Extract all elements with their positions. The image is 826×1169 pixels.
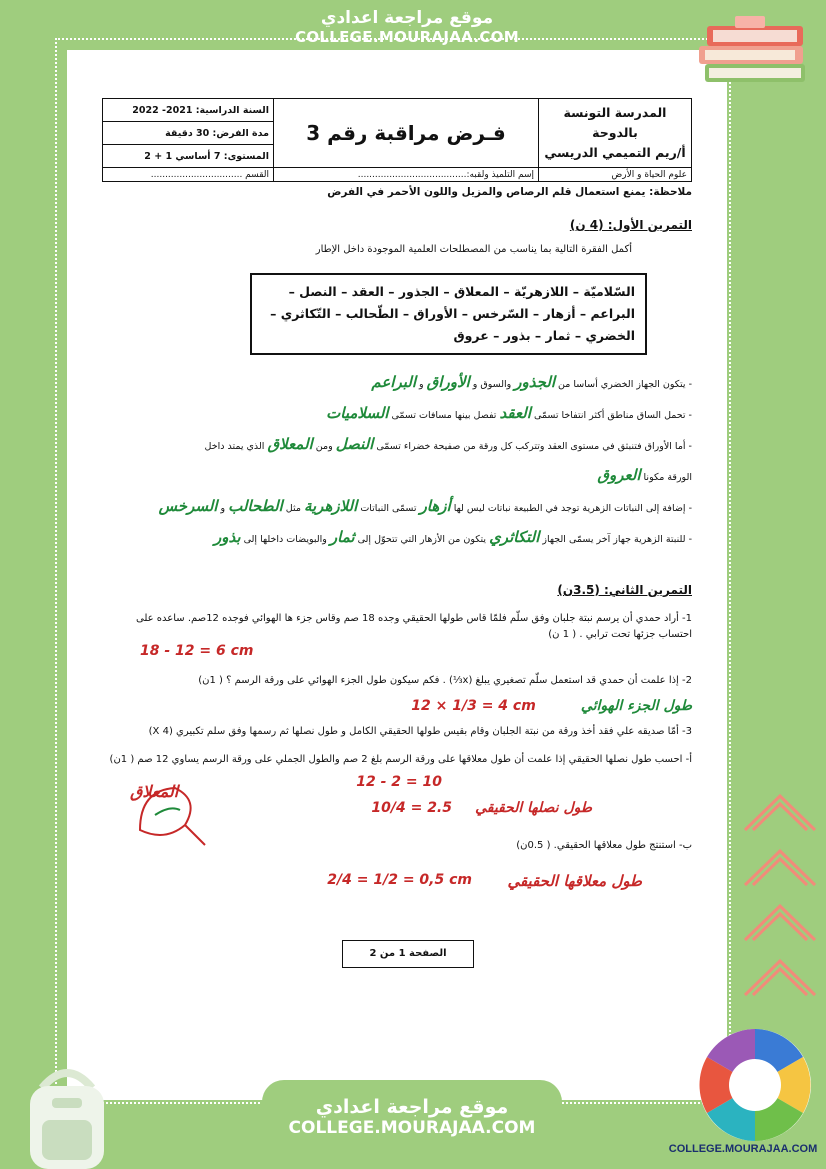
logo-label: COLLEGE.MOURAJAA.COM [668, 1143, 818, 1155]
ex1-line-4: الورقة مكونا العروق [597, 466, 692, 484]
bottom-site-banner [262, 1080, 562, 1169]
leaf-drawing-icon [130, 780, 210, 850]
ex2-answer-b-text: طول معلاقها الحقيقي [507, 872, 642, 890]
exam-note: ملاحظة: يمنع استعمال قلم الرصاص والمزيل واللون الأحمر في الفرض [327, 186, 692, 198]
top-banner-url[interactable]: COLLEGE.MOURAJAA.COM [295, 28, 519, 46]
answer-fern: السرخس [158, 497, 218, 515]
school-name: المدرسة التونسة بالدوحة [563, 105, 667, 140]
ex1-line-2: - تحمل الساق مناطق أكثر انتفاخا تسمّى العقد تفصل بينها مسافات تسمّى السلاميات [326, 404, 692, 422]
exercise1-title: التمرين الأول: (4 ن) [569, 218, 692, 232]
ex2-question-a: أ- احسب طول نصلها الحقيقي إذا علمت أن طول معلاقها على ورقة الرسم بلغ 2 صم والطول الجملي على ورقة الرسم يساوي 12 صم ( 1ن) [109, 754, 692, 765]
answer-algae: الطحالب [228, 497, 283, 515]
ex2-answer-b-calc: 2/4 = 1/2 = 0,5 cm [327, 872, 472, 888]
ex2-question-3: 3- أمّا صديقه علي فقد أخذ ورقة من نبتة الجلبان وقام بقيس طولها الحقيقي الكامل و طول نصلها ثم رسمها وفق سلم تكبيري (4 X) [148, 726, 692, 737]
ex1-line-5: - إضافة إلى النباتات الزهرية توجد في الطبيعة نباتات ليس لها أزهار تسمّى النباتات اللازهرية مثل الطحالب و السرخس [158, 497, 692, 515]
answer-blade: النصل [335, 435, 374, 453]
answer-flowers: أزهار [419, 497, 451, 515]
subject-name: علوم الحياة و الأرض [539, 168, 692, 182]
bottom-banner-arabic: موقع مراجعة اعدادي [315, 1096, 509, 1118]
answer-buds: البراعم [371, 373, 417, 391]
ex1-line-6: - للنبتة الزهرية جهاز آخر يسمّى الجهاز التكاثري يتكون من الأزهار التي تتحوّل إلى ثمار والبويضات داخلها إلى بذور [214, 528, 692, 546]
school-year: السنة الدراسية: 2021- 2022 [103, 99, 274, 122]
answer-reproductive: التكاثري [489, 528, 540, 546]
ex2-margin-note: المعلاق [130, 782, 179, 801]
answer-nonflowering: اللازهرية [303, 497, 358, 515]
ex1-line-3: - أما الأوراق فتنبثق في مستوى العقد وتتركب كل ورقة من صفيحة خضراء تسمّى النصل ومن المعلاق الذي يمتد داخل [204, 435, 692, 453]
chevron-decoration-icon [735, 790, 825, 1020]
ex2-answer-1: 18 - 12 = 6 cm [140, 643, 254, 659]
exercise1-instruction: أكمل الفقرة التالية بما يناسب من المصطلحات العلمية الموجودة داخل الإطار [315, 244, 632, 255]
answer-leaves: الأوراق [426, 373, 470, 391]
ex2-answer-a-calc2: 10/4 = 2.5 [371, 800, 452, 816]
backpack-icon [12, 1058, 122, 1169]
word-box: السّلاميّة – اللازهريّة – المعلاق – الجذور – العقد – النصل – البراعم – أزهار – السّرخس – الأوراق – الطّحالب – التّكاثري – الخضري – ثمار – بذور – عروق [250, 273, 647, 355]
answer-internodes: السلاميات [326, 404, 389, 422]
ex2-question-1: 1- أراد حمدي أن يرسم نبتة جلبان وفق سلّم فلمّا قاس طولها الحقيقي وجده 18 صم وقاس جزء ها الهوائي فوجده 12صم. ساعده على احتساب جزئها تحت ترابي . ( 1 ن) [136, 613, 692, 640]
answer-fruits: ثمار [329, 528, 355, 546]
answer-petiole: المعلاق [267, 435, 313, 453]
ex2-question-b: ب- استنتج طول معلاقها الحقيقي. ( 0.5ن) [516, 840, 692, 851]
page-number-box: الصفحة 1 من 2 [342, 940, 474, 968]
exercise2-title: التمرين الثاني: (3.5ن) [557, 583, 692, 597]
ex2-answer-a-calc1: 12 - 2 = 10 [356, 774, 442, 790]
answer-roots: الجذور [514, 373, 556, 391]
site-logo-icon [695, 1025, 815, 1145]
ex2-question-2: 2- إذا علمت أن حمدي قد استعمل سلّم تصغيري يبلغ (x⅓) . فكم سيكون طول الجزء الهوائي على ورقة الرسم ؟ ( 1ن) [198, 675, 692, 686]
answer-seeds: بذور [214, 528, 241, 546]
answer-veins: العروق [597, 466, 641, 484]
school-cell [539, 99, 692, 168]
bottom-banner-url[interactable]: COLLEGE.MOURAJAA.COM [288, 1118, 536, 1138]
ex2-answer-2 [100, 695, 692, 714]
ex1-line-1: - يتكون الجهاز الخضري أساسا من الجذور والسوق و الأوراق و البراعم [371, 373, 692, 391]
class-field: القسم ................................ [103, 168, 274, 182]
class-level: المستوى: 7 أساسي 1 + 2 [103, 145, 274, 168]
ex2-answer-2-text: طول الجزء الهوائي [580, 698, 692, 714]
answer-nodes: العقد [499, 404, 531, 422]
exam-header-table [102, 98, 692, 182]
books-illustration-icon [695, 12, 815, 92]
ex2-answer-a-text: طول نصلها الحقيقي [475, 800, 592, 816]
teacher-name: أ/ريم التميمي الدريسي [544, 145, 686, 160]
ex2-answer-b [100, 872, 692, 902]
top-banner-arabic: موقع مراجعة اعدادي [320, 8, 494, 28]
student-name-field: إسم التلميذ ولقبه:...................................... [274, 168, 539, 182]
ex2-answer-2-calc: 12 × 1/3 = 4 cm [411, 698, 536, 714]
exam-title: فـرض مراقبة رقم 3 [274, 99, 539, 168]
exam-duration: مدة الفرض: 30 دقيقة [103, 122, 274, 145]
